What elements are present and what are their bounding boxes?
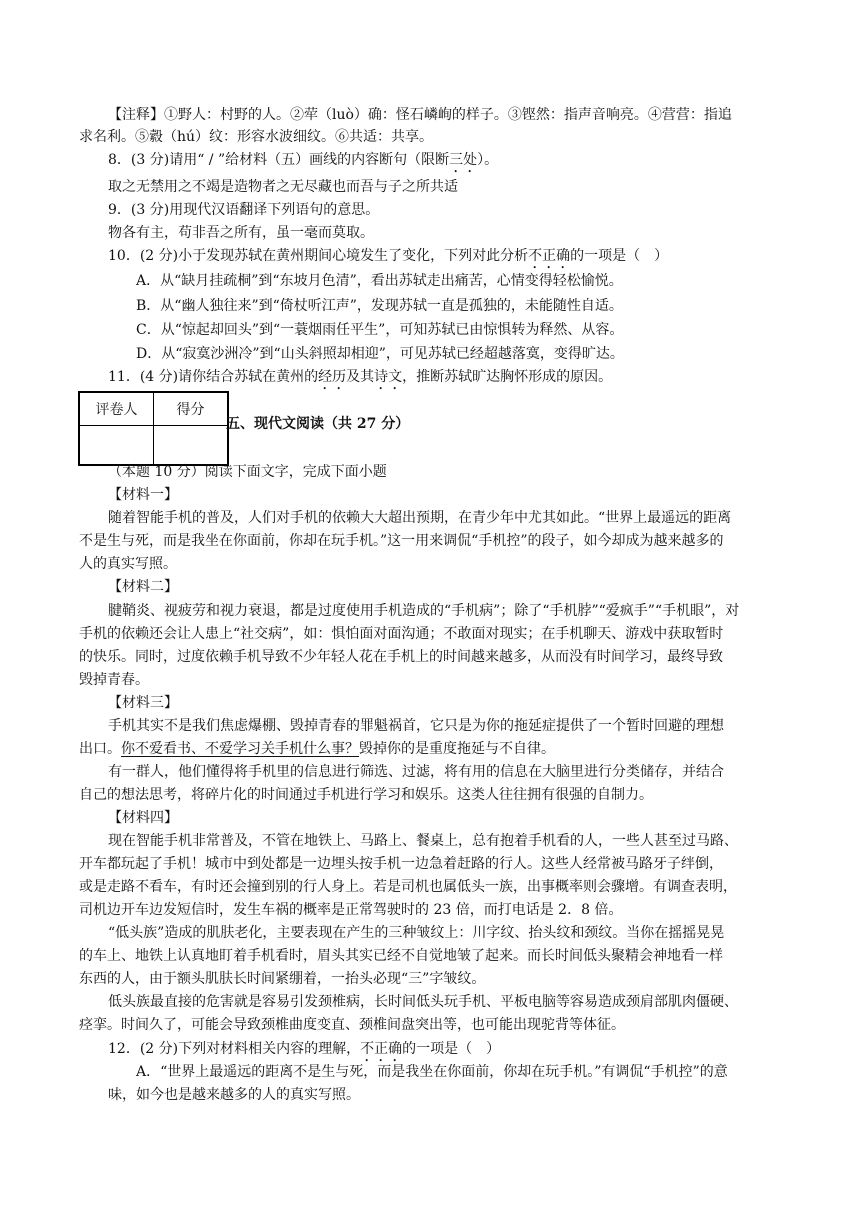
annotation-line-2: 求名利。⑤縠（hú）纹：形容水波细纹。⑥共适：共享。 bbox=[79, 129, 434, 145]
question-9-sentence: 物各有主，苟非吾之所有，虽一毫而莫取。 bbox=[108, 225, 374, 241]
material-4-line: 东西的人，由于额头肌肤长时间紧绷着，一抬头必现“三”字皱纹。 bbox=[79, 971, 486, 987]
material-4-line: 或是走路不看车，有时还会撞到别的行人身上。若是司机也属低头一族，出事概率则会骤增。有调查表明， bbox=[79, 879, 737, 895]
question-10-emphasis: 不正确 bbox=[528, 248, 571, 264]
material-4-label: 【材料四】 bbox=[108, 810, 178, 826]
section-5-intro: （本题 10 分）阅读下面文字，完成下面小题 bbox=[108, 464, 387, 480]
material-1-label: 【材料一】 bbox=[108, 487, 178, 503]
material-2-line: 腱鞘炎、视疲劳和视力衰退，都是过度使用手机造成的“手机病”；除了“手机脖”“爱疯手”“手机眼”，对 bbox=[108, 603, 740, 619]
material-1-line: 随着智能手机的普及，人们对手机的依赖大大超出预期，在青少年中尤其如此。“世界上最遥远的距离 bbox=[108, 510, 732, 526]
material-3-line bbox=[79, 739, 555, 759]
material-4-line: 司机边开车边发短信时，发生车祸的概率是正常驾驶时的 23 倍，而打电话是 2．8 倍。 bbox=[79, 902, 623, 918]
question-10-text-end: 的一项是（ ） bbox=[570, 248, 669, 264]
material-2-line: 毁掉青春。 bbox=[79, 672, 149, 688]
score-table-grader-header: 评卷人 bbox=[79, 392, 154, 426]
question-10-option-a: A．从“缺月挂疏桐”到“东坡月色清”，看出苏轼走出痛苦，心情变得轻松愉悦。 bbox=[136, 273, 623, 289]
score-table-grader-cell[interactable] bbox=[79, 426, 154, 466]
question-8-text: 8．(3 分)请用“ / ”给材料（五）画线的内容断句（限断 bbox=[108, 152, 450, 168]
question-12-option-a: A．“世界上最遥远的距离不是生与死，而是我坐在你面前，你却在玩手机。”有调侃“手机控”的意 bbox=[136, 1064, 728, 1080]
material-4-line: 痉挛。时间久了，可能会导致颈椎曲度变直、颈椎间盘突出等，也可能出现驼背等体征。 bbox=[79, 1017, 625, 1033]
annotation-line-1: 【注释】①野人：村野的人。②荦（luò）确：怪石嶙峋的样子。③铿然：指声音响亮。④营营：指追 bbox=[108, 107, 732, 123]
question-8-text-end: ）。 bbox=[477, 152, 499, 168]
question-11-emphasis-1: 经历 bbox=[318, 369, 347, 385]
question-12-option-a-cont: 味，如今也是越来越多的人的真实写照。 bbox=[108, 1087, 360, 1103]
question-8-sentence: 取之无禁用之不竭是造物者之无尽藏也而吾与子之所共适 bbox=[108, 179, 458, 195]
question-11-text-end: ，推断苏轼旷达胸怀形成的原因。 bbox=[402, 369, 613, 385]
material-3-line-end: 毁掉你的是重度拖延与不自律。 bbox=[359, 741, 555, 757]
section-5-title: 五、现代文阅读（共 27 分） bbox=[226, 416, 410, 432]
material-3-underlined-sentence: 你不爱看书、不爱学习关手机什么事？ bbox=[121, 741, 359, 757]
question-10 bbox=[108, 246, 668, 272]
question-10-text: 10．(2 分)小于发现苏轼在黄州期间心境发生了变化，下列对此分析 bbox=[108, 248, 529, 264]
question-10-option-b: B．从“幽人独往来”到“倚杖听江声”，发现苏轼一直是孤独的，未能随性自适。 bbox=[136, 298, 623, 314]
question-11-emphasis-2: 诗文 bbox=[374, 369, 403, 385]
material-1-line: 不是生与死，而是我坐在你面前，你却在玩手机。”这一用来调侃“手机控”的段子，如今却成为越来越多的 bbox=[79, 533, 724, 549]
score-table-score-cell[interactable] bbox=[154, 426, 229, 466]
material-3-line-start: 出口。 bbox=[79, 741, 121, 757]
question-11 bbox=[108, 367, 612, 393]
question-12-emphasis: 不正确 bbox=[360, 1041, 403, 1057]
question-11-text-mid: 及其 bbox=[346, 369, 375, 385]
question-8 bbox=[108, 150, 498, 176]
material-1-line: 人的真实写照。 bbox=[79, 556, 177, 572]
question-12-text: 12．(2 分)下列对材料相关内容的理解， bbox=[108, 1041, 361, 1057]
question-12-text-end: 的一项是（ ） bbox=[402, 1041, 501, 1057]
question-8-emphasis: 三处 bbox=[449, 152, 478, 168]
material-2-label: 【材料二】 bbox=[108, 579, 178, 595]
question-11-text: 11．(4 分)请你结合苏轼在黄州的 bbox=[108, 369, 319, 385]
material-3-line: 有一群人，他们懂得将手机里的信息进行筛选、过滤，将有用的信息在大脑里进行分类储存，并结合 bbox=[108, 764, 724, 780]
score-table-score-header: 得分 bbox=[154, 392, 229, 426]
material-2-line: 的快乐。同时，过度依赖手机导致不少年轻人花在手机上的时间越来越多，从而没有时间学习，最终导致 bbox=[79, 649, 723, 665]
score-table bbox=[78, 391, 229, 466]
material-4-line: 的车上、地铁上认真地盯着手机看时，眉头其实已经不自觉地皱了起来。而长时间低头聚精会神地看一样 bbox=[79, 948, 723, 964]
material-4-line: “低头族”造成的肌肤老化，主要表现在产生的三种皱纹上：川字纹、抬头纹和颈纹。当你在摇摇晃晃 bbox=[108, 925, 725, 941]
question-10-option-d: D．从“寂寞沙洲冷”到“山头斜照却相迎”，可见苏轼已经超越落寞，变得旷达。 bbox=[136, 346, 624, 362]
material-3-line: 自己的想法思考，将碎片化的时间通过手机进行学习和娱乐。这类人往往拥有很强的自制力。 bbox=[79, 787, 653, 803]
material-4-line: 开车都玩起了手机！城市中到处都是一边埋头按手机一边急着赶路的行人。这些人经常被马路牙子绊倒， bbox=[79, 856, 723, 872]
material-3-line: 手机其实不是我们焦虑爆棚、毁掉青春的罪魁祸首，它只是为你的拖延症提供了一个暂时回避的理想 bbox=[108, 718, 724, 734]
material-2-line: 手机的依赖还会让人患上“社交病”，如：惧怕面对面沟通；不敢面对现实；在手机聊天、游戏中获取暂时 bbox=[79, 626, 724, 642]
material-3-label: 【材料三】 bbox=[108, 695, 178, 711]
material-4-line: 现在智能手机非常普及，不管在地铁上、马路上、餐桌上，总有抱着手机看的人，一些人甚至过马路、 bbox=[108, 833, 738, 849]
question-10-option-c: C．从“惊起却回头”到“一蓑烟雨任平生”，可知苏轼已由惊惧转为释然、从容。 bbox=[136, 322, 624, 338]
question-9: 9．(3 分)用现代汉语翻译下列语句的意思。 bbox=[108, 202, 380, 218]
material-4-line: 低头族最直接的危害就是容易引发颈椎病，长时间低头玩手机、平板电脑等容易造成颈肩部肌肉僵硬、 bbox=[108, 994, 738, 1010]
